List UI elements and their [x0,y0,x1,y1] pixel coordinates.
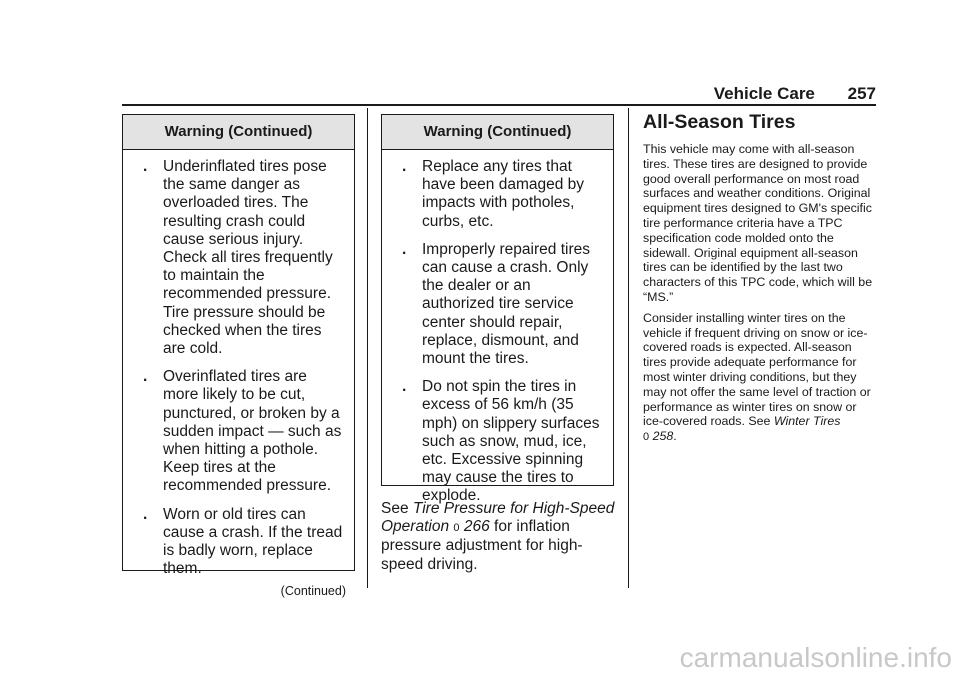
page-header [122,84,876,106]
winter-text: Consider installing winter tires on the vehicle if frequent driving on snow or ice-covered roads is expected. All-season tires provide adequate performance for most winter driving conditions, but they may not offer the same level of traction or performance as winter tires on snow or ice-covered roads. See [643,310,871,429]
bullet-text: Improperly repaired tires can cause a crash. Only the dealer or an authorized tire service center should repair, replace, dismount, and mount the tires. [422,240,590,368]
column-divider-right [628,108,629,588]
page-ref-link[interactable]: 266 [463,518,490,536]
bullet-text: Overinflated tires are more likely to be cut, punctured, or broken by a sudden impact — such as when hitting a pothole. Keep tires at the recommended pressure. [163,368,342,495]
right-column [643,110,877,451]
header-rule [122,104,876,106]
bullet-dot: . [143,505,148,523]
bullet-dot: . [143,158,148,175]
warning-bullet [135,506,346,579]
bullet-dot: . [402,158,407,175]
bullet-text: Do not spin the tires in excess of 56 km/h (35 mph) on slippery surfaces such as snow, mud, ice, etc. Excessive spinning may cause the tires to explode. [422,378,600,505]
section-title: Vehicle Care [713,84,815,103]
page-ref-arrow-icon: 0 [453,522,460,535]
warning-bullet [135,368,346,495]
pressure-reference-paragraph [381,500,617,574]
winter-tires-paragraph [643,311,877,445]
middle-warning-box [381,114,614,505]
para-end: . [673,429,677,444]
bullet-text: Worn or old tires can cause a crash. If the tread is badly worn, replace them. [163,505,343,578]
page-number: 257 [847,84,876,103]
warning-bullet [394,158,605,231]
warning-bullet [394,241,605,368]
continued-label: (Continued) [280,584,346,599]
warning-bullet [135,158,346,358]
bullet-text: Replace any tires that have been damaged by impacts with potholes, curbs, etc. [422,158,585,230]
bullet-text: Underinflated tires pose the same danger as overloaded tires. The resulting crash could cause serious injury. Check all tires frequently to maintain the recommended pressure. Tire pressure should be checked when the tires are cold. [163,158,333,358]
cross-reference-link[interactable]: Winter Tires [773,414,841,429]
warning-title: Warning (Continued) [123,115,354,150]
cross-reference-link[interactable]: Tire Pressure for High-Speed Operation [381,500,615,536]
watermark: carmanualsonline.info [679,642,952,673]
all-season-paragraph: This vehicle may come with all-season tires. These tires are designed to provide good overall performance on most road surfaces and weather conditions. Original equipment tires designed to GM's specific tire performance criteria have a TPC specification code molded onto the sidewall. Original equipment all-season tires can be identified by the last two characters of this TPC code, which will be “MS.” [643,142,873,304]
para-lead: See [381,500,409,517]
column-divider-left [367,108,368,588]
left-warning-box [122,114,355,599]
bullet-dot: . [402,240,407,258]
page-ref-arrow-icon: 0 [643,431,650,444]
bullet-dot: . [143,368,148,386]
page-ref-link[interactable]: 258 [652,429,674,444]
warning-bullet [394,378,605,505]
warning-title: Warning (Continued) [382,115,613,150]
bullet-dot: . [402,378,407,396]
section-heading: All-Season Tires [643,111,796,133]
para-tail: for inflation pressure adjustment for high-speed driving. [381,518,583,573]
